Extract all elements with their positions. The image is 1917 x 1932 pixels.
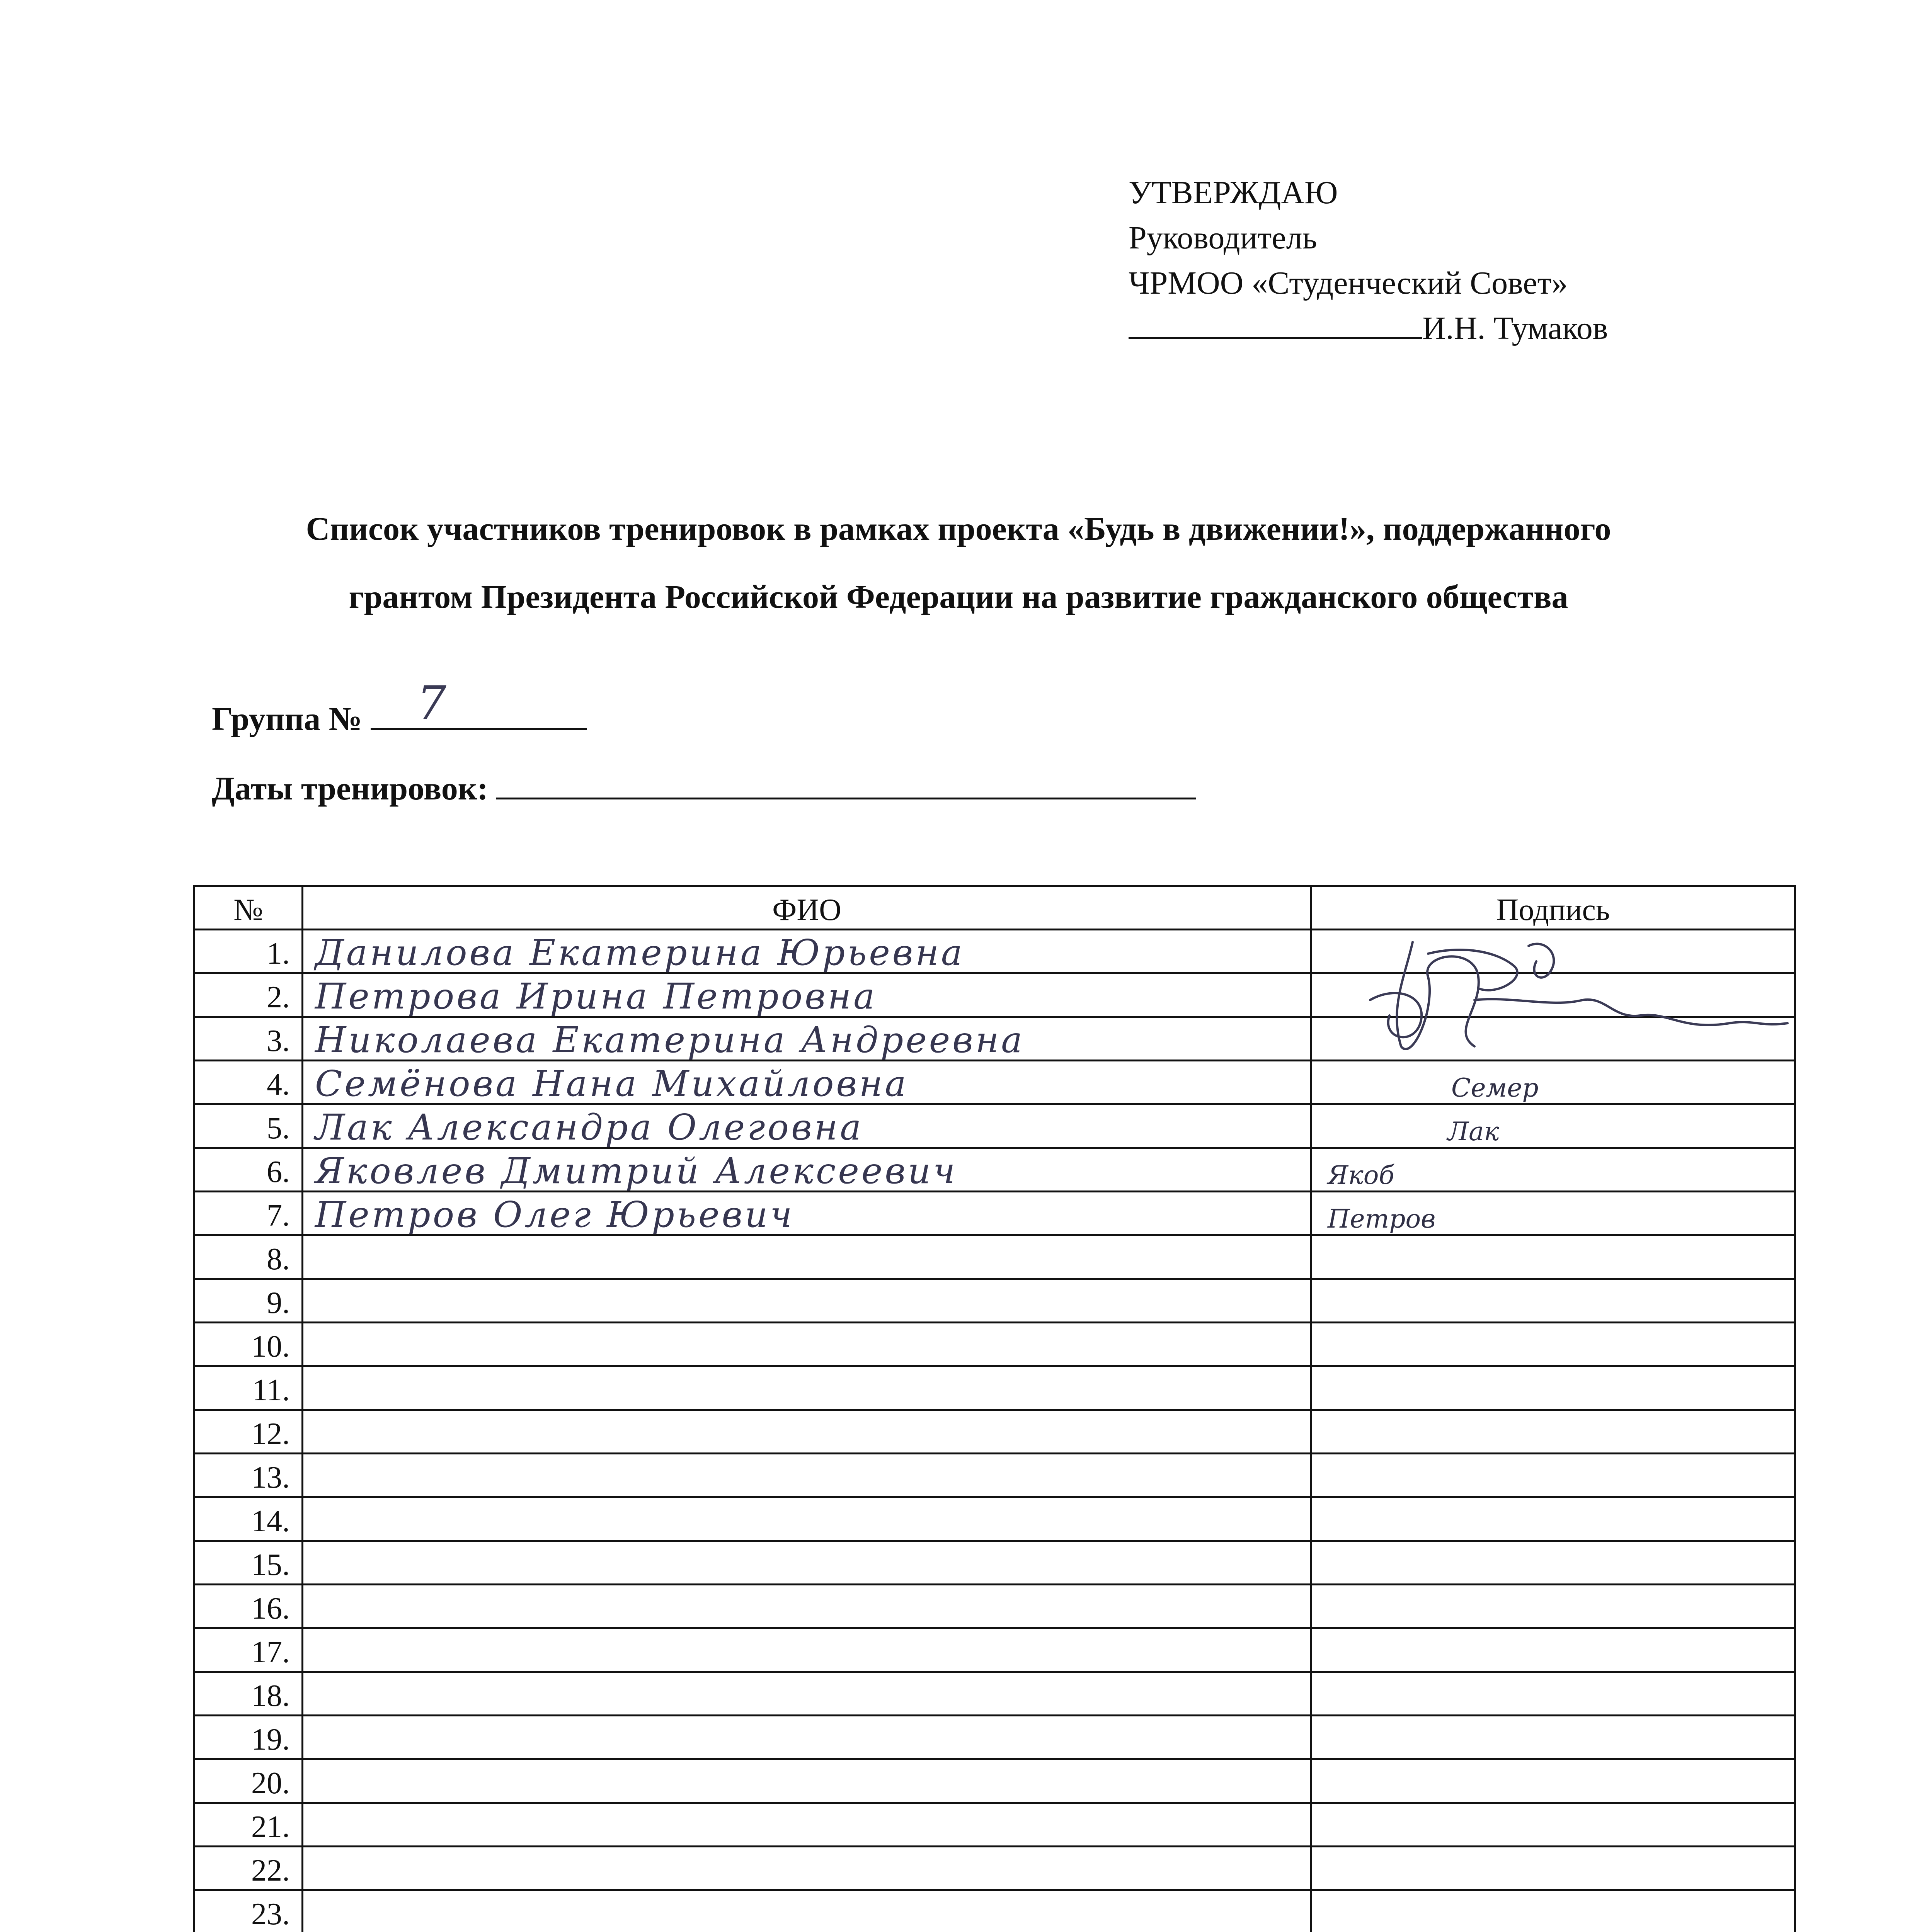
dates-input-line[interactable]	[496, 770, 1196, 799]
row-number: 22.	[194, 1847, 303, 1890]
signature-cell[interactable]	[1311, 1192, 1795, 1235]
group-number: 7	[417, 677, 446, 730]
fio-cell[interactable]	[303, 1847, 1311, 1890]
fio-cell[interactable]	[303, 1017, 1311, 1061]
signature-cell[interactable]	[1311, 1148, 1795, 1192]
signature-cell[interactable]	[1311, 1672, 1795, 1716]
fio-cell[interactable]	[303, 1628, 1311, 1672]
table-row	[194, 930, 1795, 973]
row-number: 21.	[194, 1803, 303, 1847]
table-row	[194, 1192, 1795, 1235]
row-number: 4.	[194, 1061, 303, 1104]
header-signature: Подпись	[1311, 886, 1795, 930]
dates-field	[212, 769, 1196, 808]
signature-cell[interactable]	[1311, 1497, 1795, 1541]
row-number: 15.	[194, 1541, 303, 1585]
signature-cell[interactable]	[1311, 1410, 1795, 1454]
table-row	[194, 1017, 1795, 1061]
row-number: 7.	[194, 1192, 303, 1235]
signature-cell[interactable]	[1311, 930, 1795, 973]
signature-cell[interactable]	[1311, 1890, 1795, 1932]
signature-cell[interactable]	[1311, 1104, 1795, 1148]
participant-name: Петров Олег Юрьевич	[315, 1194, 795, 1235]
fio-cell[interactable]	[303, 1061, 1311, 1104]
signature-cell[interactable]	[1311, 1366, 1795, 1410]
table-row	[194, 973, 1795, 1017]
table-row	[194, 1890, 1795, 1932]
group-number-field[interactable]	[371, 677, 587, 730]
table-row	[194, 1497, 1795, 1541]
row-number: 1.	[194, 930, 303, 973]
fio-cell[interactable]	[303, 1323, 1311, 1366]
fio-cell[interactable]	[303, 1890, 1311, 1932]
group-field	[212, 677, 587, 738]
signature-cell[interactable]	[1311, 973, 1795, 1017]
fio-cell[interactable]	[303, 1279, 1311, 1323]
approval-heading: УТВЕРЖДАЮ	[1129, 175, 1338, 211]
table-row	[194, 1061, 1795, 1104]
title-line-2: грантом Президента Российской Федерации на развитие гражданского общества	[349, 578, 1568, 615]
row-number: 12.	[194, 1410, 303, 1454]
fio-cell[interactable]	[303, 1454, 1311, 1497]
signature-blank	[1129, 309, 1422, 339]
row-number: 18.	[194, 1672, 303, 1716]
row-number: 23.	[194, 1890, 303, 1932]
fio-cell[interactable]	[303, 1672, 1311, 1716]
fio-cell[interactable]	[303, 1410, 1311, 1454]
table-row	[194, 1148, 1795, 1192]
signature-cell[interactable]	[1311, 1017, 1795, 1061]
signature-cell[interactable]	[1311, 1759, 1795, 1803]
table-header-row	[194, 886, 1795, 930]
row-number: 19.	[194, 1716, 303, 1759]
table-row	[194, 1410, 1795, 1454]
approval-position: Руководитель	[1129, 220, 1317, 256]
approval-signature-line	[1129, 306, 1608, 351]
signature-cell[interactable]	[1311, 1323, 1795, 1366]
row-number: 8.	[194, 1235, 303, 1279]
row-number: 9.	[194, 1279, 303, 1323]
fio-cell[interactable]	[303, 1716, 1311, 1759]
group-label: Группа №	[212, 700, 363, 737]
table-row	[194, 1759, 1795, 1803]
participant-signature: Петров	[1328, 1204, 1436, 1234]
row-number: 16.	[194, 1585, 303, 1628]
fio-cell[interactable]	[303, 1585, 1311, 1628]
row-number: 13.	[194, 1454, 303, 1497]
participant-name: Лак Александра Олеговна	[315, 1107, 864, 1148]
row-number: 14.	[194, 1497, 303, 1541]
row-number: 2.	[194, 973, 303, 1017]
signature-cell[interactable]	[1311, 1847, 1795, 1890]
fio-cell[interactable]	[303, 1104, 1311, 1148]
participants-table	[193, 885, 1796, 1932]
dates-label: Даты тренировок:	[212, 770, 488, 807]
document-title	[116, 495, 1801, 631]
fio-cell[interactable]	[303, 1148, 1311, 1192]
fio-cell[interactable]	[303, 973, 1311, 1017]
fio-cell[interactable]	[303, 1235, 1311, 1279]
fio-cell[interactable]	[303, 1541, 1311, 1585]
table-row	[194, 1541, 1795, 1585]
fio-cell[interactable]	[303, 930, 1311, 973]
participant-name: Николаева Екатерина Андреевна	[315, 1019, 1025, 1061]
participant-signature: Лак	[1447, 1117, 1499, 1146]
table-row	[194, 1803, 1795, 1847]
signature-stroke	[1529, 944, 1554, 978]
row-number: 3.	[194, 1017, 303, 1061]
title-line-1: Список участников тренировок в рамках проекта «Будь в движении!», поддержанного	[306, 510, 1611, 547]
table-row	[194, 1672, 1795, 1716]
row-number: 5.	[194, 1104, 303, 1148]
participant-signature: Якоб	[1328, 1160, 1394, 1190]
table-row	[194, 1235, 1795, 1279]
signature-cell[interactable]	[1311, 1279, 1795, 1323]
signature-cell[interactable]	[1311, 1235, 1795, 1279]
table-row	[194, 1585, 1795, 1628]
approval-signer: И.Н. Тумаков	[1422, 310, 1608, 346]
signature-cell[interactable]	[1311, 1803, 1795, 1847]
table-row	[194, 1104, 1795, 1148]
fio-cell[interactable]	[303, 1497, 1311, 1541]
signature-cell[interactable]	[1311, 1541, 1795, 1585]
fio-cell[interactable]	[303, 1192, 1311, 1235]
approval-organization: ЧРМОО «Студенческий Совет»	[1129, 265, 1568, 301]
table-row	[194, 1366, 1795, 1410]
header-fio: ФИО	[303, 886, 1311, 930]
table-row	[194, 1279, 1795, 1323]
fio-cell[interactable]	[303, 1759, 1311, 1803]
signature-cell[interactable]	[1311, 1061, 1795, 1104]
signature-cell[interactable]	[1311, 1716, 1795, 1759]
row-number: 17.	[194, 1628, 303, 1672]
table-row	[194, 1628, 1795, 1672]
participant-name: Данилова Екатерина Юрьевна	[315, 932, 965, 973]
fio-cell[interactable]	[303, 1803, 1311, 1847]
header-num: №	[194, 886, 303, 930]
participant-signature: Семер	[1451, 1073, 1539, 1103]
row-number: 6.	[194, 1148, 303, 1192]
table-row	[194, 1454, 1795, 1497]
fio-cell[interactable]	[303, 1366, 1311, 1410]
participant-name: Яковлев Дмитрий Алексеевич	[315, 1150, 958, 1192]
participant-name: Семёнова Нана Михайловна	[315, 1063, 909, 1104]
row-number: 20.	[194, 1759, 303, 1803]
approval-block	[1129, 170, 1608, 351]
row-number: 11.	[194, 1366, 303, 1410]
table-row	[194, 1323, 1795, 1366]
table-row	[194, 1847, 1795, 1890]
signature-cell[interactable]	[1311, 1585, 1795, 1628]
signature-cell[interactable]	[1311, 1628, 1795, 1672]
participant-name: Петрова Ирина Петровна	[315, 976, 877, 1017]
row-number: 10.	[194, 1323, 303, 1366]
signature-cell[interactable]	[1311, 1454, 1795, 1497]
table-row	[194, 1716, 1795, 1759]
